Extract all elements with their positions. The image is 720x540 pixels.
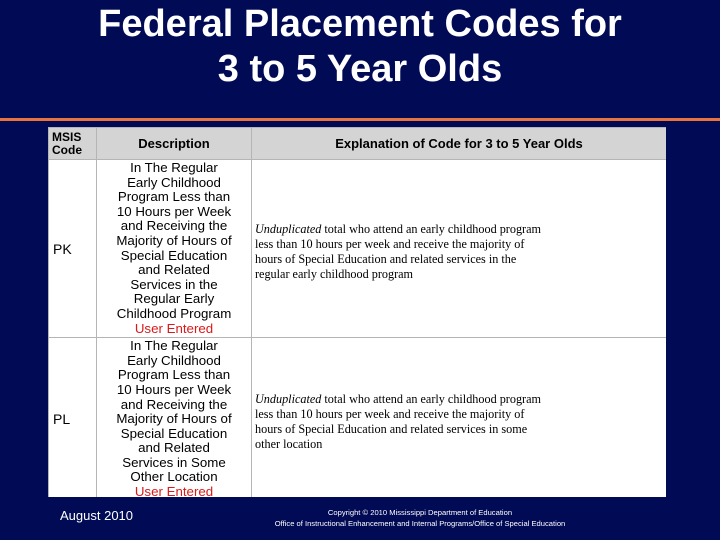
table-row-pl (49, 338, 667, 497)
description-line: Early Childhood (127, 352, 221, 368)
description-line: 10 Hours per Week (116, 203, 232, 219)
description-line: Regular Early (133, 291, 215, 307)
footer-office: Office of Instructional Enhancement and Internal Programs/Office of Special Education (274, 519, 566, 528)
header-explanation: Explanation of Code for 3 to 5 Year Olds (252, 128, 667, 160)
slide-title-line-1: Federal Placement Codes for (98, 3, 622, 45)
explanation-line: hours of Special Education and related services in the (255, 251, 517, 266)
footer-date: August 2010 (60, 508, 134, 523)
explanation-cell (252, 338, 667, 497)
description-line: and Related (138, 262, 210, 278)
description-line: In The Regular (130, 338, 218, 354)
explanation-line: hours of Special Education and related services in some (255, 422, 528, 437)
description-line: Services in the (130, 276, 218, 292)
description-line: and Related (138, 440, 210, 456)
slide-title-line-2: 3 to 5 Year Olds (217, 48, 503, 90)
explanation-text: total who attend an early childhood program (321, 392, 541, 407)
footer-copyright: Copyright © 2010 Mississippi Department of Education (327, 508, 513, 517)
explanation-line: other location (255, 437, 323, 452)
table-row-pk (49, 160, 667, 338)
description-line: Early Childhood (127, 174, 221, 190)
explanation-line (255, 392, 666, 407)
unduplicated-emphasis: Unduplicated (255, 392, 322, 407)
footer-credits (220, 507, 620, 529)
description-line: Special Education (120, 425, 228, 441)
description-line: and Receiving the (120, 396, 228, 412)
explanation-text: total who attend an early childhood program (321, 221, 541, 236)
table-header-row (49, 128, 667, 160)
description-line: 10 Hours per Week (116, 381, 232, 397)
explanation-line: less than 10 hours per week and receive the majority of (255, 407, 525, 422)
description-cell (97, 338, 252, 497)
description-line: Majority of Hours of (116, 411, 232, 427)
header-msis-line-2: Code (52, 142, 82, 157)
slide-title (0, 2, 720, 92)
code-cell: PK (49, 160, 97, 338)
explanation-line (255, 222, 666, 237)
user-entered-label: User Entered (134, 484, 214, 497)
description-line: Special Education (120, 247, 228, 263)
description-line: Services in Some (122, 454, 226, 470)
explanation-cell (252, 160, 667, 338)
description-line: Other Location (130, 469, 218, 485)
description-line: In The Regular (130, 160, 218, 175)
user-entered-label: User Entered (134, 320, 214, 336)
description-line: Program Less than (117, 367, 231, 383)
explanation-line: less than 10 hours per week and receive the majority of (255, 236, 525, 251)
header-msis-line-1: MSIS (52, 129, 82, 144)
description-line: Majority of Hours of (116, 232, 232, 248)
placement-codes-table (48, 127, 666, 497)
unduplicated-emphasis: Unduplicated (255, 221, 322, 236)
description-line: Childhood Program (116, 305, 232, 321)
title-divider (0, 118, 720, 121)
code-cell: PL (49, 338, 97, 497)
description-line: and Receiving the (120, 218, 228, 234)
description-line: Program Less than (117, 189, 231, 205)
header-description: Description (97, 128, 252, 160)
description-cell (97, 160, 252, 338)
header-msis-code (49, 128, 97, 160)
explanation-line: regular early childhood program (255, 266, 414, 281)
